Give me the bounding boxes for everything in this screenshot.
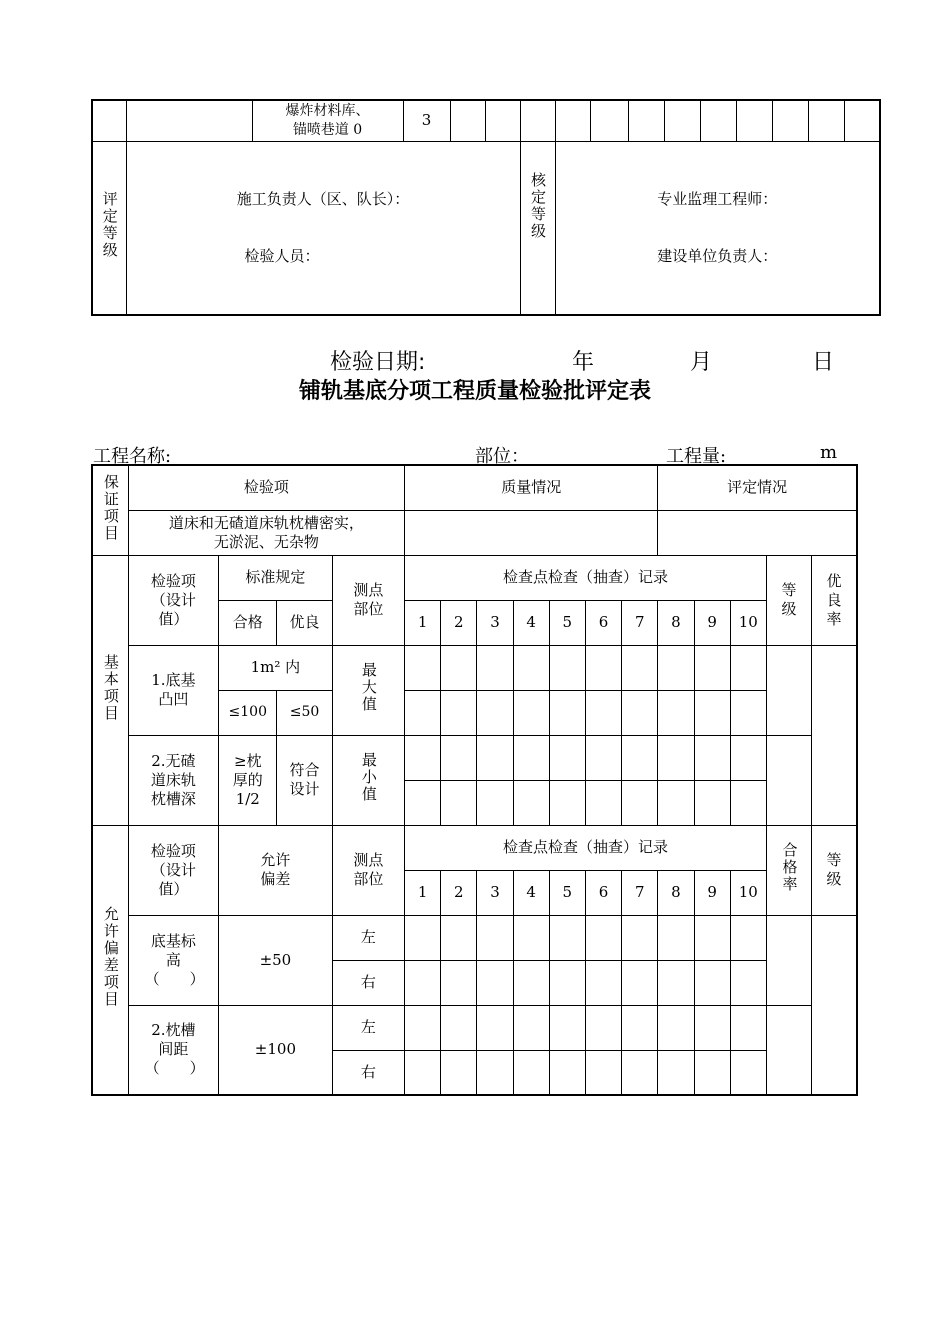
basic-item1-pass: ≤100	[219, 690, 277, 735]
basic-item2-row-a	[92, 735, 857, 780]
col-number: 3	[477, 600, 513, 645]
col-number: 5	[549, 870, 585, 915]
location-label: 部位：	[475, 446, 529, 467]
col-number: 1	[405, 870, 441, 915]
allowed-item2-dev: ±100	[219, 1005, 333, 1095]
allowed-point-header: 测点部位	[332, 825, 404, 915]
allowed-header-row	[92, 825, 857, 870]
basic-item2-pass: ≥枕厚的1/2	[219, 735, 277, 825]
basic-item1-point: 最大值	[332, 645, 404, 735]
allowed-record-header: 检查点检查（抽查）记录	[405, 825, 767, 870]
basic-header-row	[92, 555, 857, 600]
allowed-item1-dev: ±50	[219, 915, 333, 1005]
point-right: 右	[332, 1050, 404, 1095]
allowed-label: 允许偏差项目	[92, 825, 128, 1095]
approval-label: 核定等级	[520, 141, 555, 315]
allowed-grade-header: 等级	[812, 825, 857, 915]
main-table	[91, 464, 858, 1096]
col-number: 5	[549, 600, 585, 645]
col-number: 4	[513, 870, 549, 915]
allowed-dev-header: 允许偏差	[219, 825, 333, 915]
col-number: 10	[730, 600, 766, 645]
col-number: 6	[585, 600, 621, 645]
inspector-label: 检验人员：	[244, 246, 320, 265]
basic-item1-excellent: ≤50	[277, 690, 332, 735]
basic-rate-header: 优良率	[812, 555, 857, 645]
pass-header: 合格	[219, 600, 277, 645]
point-left: 左	[332, 1005, 404, 1050]
allowed-item2-name: 2.枕槽间距（ ）	[128, 1005, 218, 1095]
point-right: 右	[332, 960, 404, 1005]
project-name-label: 工程名称:	[93, 446, 172, 467]
top-table-row	[92, 100, 880, 141]
col-number: 8	[658, 870, 694, 915]
guarantee-content: 道床和无碴道床轨枕槽密实，无淤泥、无杂物	[128, 510, 404, 555]
col-number: 7	[622, 600, 658, 645]
guarantee-header-row	[92, 465, 857, 510]
allowed-item2-row-a	[92, 1005, 857, 1050]
allowed-item1-row-a	[92, 915, 857, 960]
col-number: 2	[441, 600, 477, 645]
basic-item1-std: 1m² 内	[219, 645, 333, 690]
date-year: 年	[572, 350, 595, 375]
top-row-name: 爆炸材料库、 锚喷巷道 0	[252, 100, 403, 141]
basic-item2-name: 2.无碴道床轨枕槽深	[128, 735, 218, 825]
page-title: 铺轨基底分项工程质量检验批评定表	[298, 379, 651, 404]
col-number: 7	[622, 870, 658, 915]
top-row-value: 3	[403, 100, 450, 141]
basic-item2-excellent: 符合设计	[277, 735, 332, 825]
top-table	[91, 99, 881, 316]
construction-leader-label: 施工负责人（区、队长）：	[236, 189, 410, 208]
quantity-label: 工程量:	[666, 446, 727, 467]
basic-item-header: 检验项（设计值）	[128, 555, 218, 645]
inspection-date	[330, 345, 840, 373]
guarantee-item-header: 检验项	[128, 465, 404, 510]
basic-record-header: 检查点检查（抽查）记录	[405, 555, 767, 600]
col-number: 3	[477, 870, 513, 915]
evaluation-label: 评定等级	[92, 141, 126, 315]
basic-item2-point: 最小值	[332, 735, 404, 825]
col-number: 4	[513, 600, 549, 645]
construction-sign-area	[126, 141, 520, 315]
col-number: 9	[694, 600, 730, 645]
col-number: 6	[585, 870, 621, 915]
date-label: 检验日期:	[330, 350, 426, 375]
guarantee-label: 保证项目	[92, 465, 128, 555]
top-signature-row	[92, 141, 880, 315]
allowed-item1-name: 底基标高（ ）	[128, 915, 218, 1005]
basic-grade-header: 等级	[766, 555, 811, 645]
excellent-header: 优良	[277, 600, 332, 645]
col-number: 10	[730, 870, 766, 915]
guarantee-content-row	[92, 510, 857, 555]
basic-label: 基本项目	[92, 555, 128, 825]
basic-item1-row-a	[92, 645, 857, 690]
quality-header: 质量情况	[405, 465, 658, 510]
col-number: 2	[441, 870, 477, 915]
col-number: 8	[658, 600, 694, 645]
evaluation-header: 评定情况	[658, 465, 857, 510]
supervisor-label: 专业监理工程师：	[657, 189, 778, 208]
standard-header: 标准规定	[219, 555, 333, 600]
col-number: 9	[694, 870, 730, 915]
unit-label: m	[820, 442, 838, 463]
basic-point-header: 测点部位	[332, 555, 404, 645]
date-month: 月	[690, 350, 713, 375]
owner-leader-label: 建设单位负责人：	[657, 246, 778, 265]
allowed-item-header: 检验项（设计值）	[128, 825, 218, 915]
supervisor-sign-area	[555, 141, 880, 315]
col-number: 1	[405, 600, 441, 645]
point-left: 左	[332, 915, 404, 960]
allowed-rate-header: 合格率	[766, 825, 811, 915]
basic-item1-name: 1.底基凸凹	[128, 645, 218, 735]
date-day: 日	[812, 350, 835, 375]
